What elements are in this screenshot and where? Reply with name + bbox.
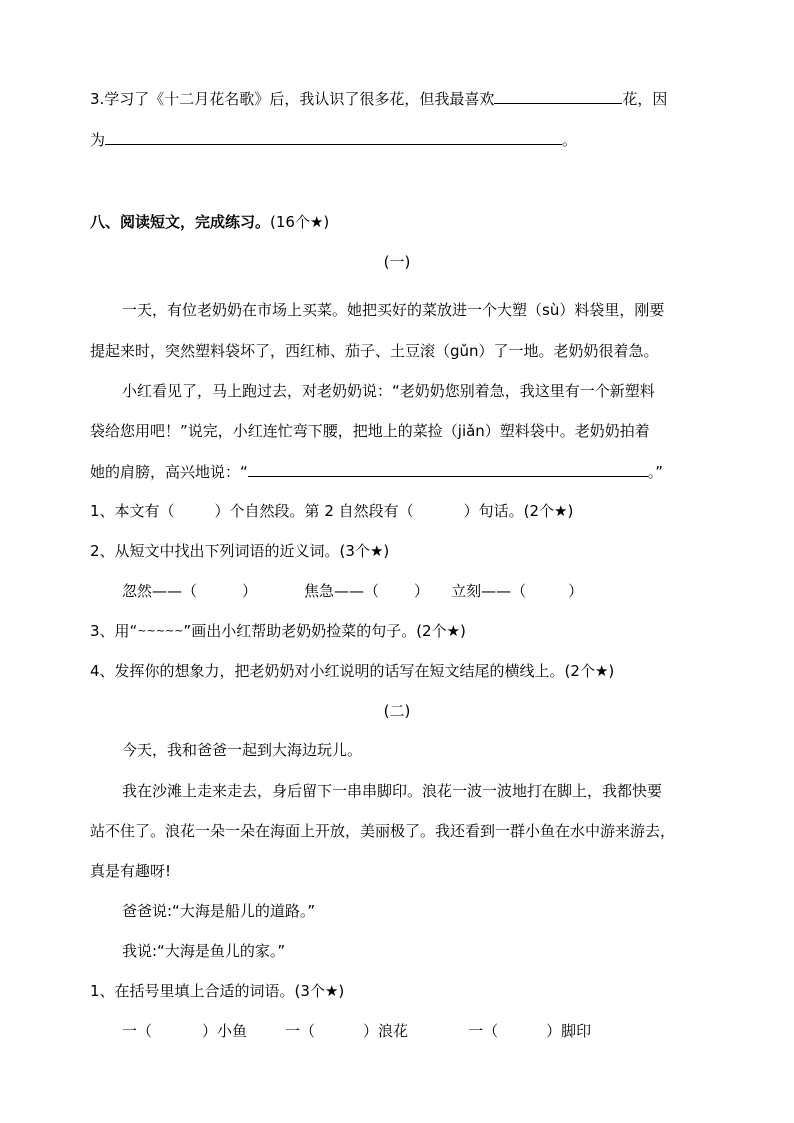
q3-line1 xyxy=(90,88,667,109)
p1-question-3 xyxy=(90,621,466,641)
measure-3-b: ）脚印 xyxy=(546,1022,592,1040)
passage2-para1: 今天，我和爸爸一起到大海边玩儿。 xyxy=(122,741,363,759)
grandma-said: 她的肩膀，高兴地说：“ xyxy=(90,463,248,481)
passage1-para2-line2: 袋给您用吧！”说完，小红连忙弯下腰，把地上的菜捡（jiǎn）塑料袋中。老奶奶拍着 xyxy=(90,422,650,440)
measure-3-a: 一（ xyxy=(468,1022,499,1040)
synonym-word-2: 焦急——（ xyxy=(304,582,380,600)
paren-2: ） xyxy=(414,582,430,600)
q3-text-a: 3、用“ xyxy=(90,622,138,640)
paren-1: ） xyxy=(242,582,258,600)
measure-word-row xyxy=(122,1021,591,1041)
section-score: (16个★) xyxy=(270,213,330,231)
q3-reason-label: 为 xyxy=(90,131,106,149)
p1-question-1 xyxy=(90,501,573,521)
reason-blank[interactable] xyxy=(105,129,562,145)
passage2-title: (二) xyxy=(383,702,411,720)
passage1-title: (一) xyxy=(383,253,411,271)
measure-2-a: 一（ xyxy=(285,1022,316,1040)
paren-3: ） xyxy=(568,582,584,600)
section-heading xyxy=(90,212,329,232)
passage2-para2-line1: 我在沙滩上走来走去，身后留下一串串脚印。浪花一波一波地打在脚上，我都快要 xyxy=(122,782,663,800)
wavy-line-symbol: ~~~~~ xyxy=(137,624,184,637)
q1-text-b: ）个自然段。第 2 自然段有（ xyxy=(214,502,414,520)
p1-question-2: 2、从短文中找出下列词语的近义词。(3个★) xyxy=(90,542,390,560)
p1-question-4: 4、发挥你的想象力，把老奶奶对小红说明的话写在短文结尾的横线上。(2个★) xyxy=(90,662,615,680)
p2-question-1: 1、在括号里填上合适的词语。(3个★) xyxy=(90,982,345,1000)
passage1-para2-line3 xyxy=(90,461,663,482)
q3-text-end: 花，因 xyxy=(622,90,668,108)
passage2-para4: 我说:“大海是鱼儿的家。” xyxy=(122,942,286,960)
passage2-para2-line2: 站不住了。浪花一朵一朵在海面上开放，美丽极了。我还看到一群小鱼在水中游来游去， xyxy=(90,822,676,840)
grandma-words-blank[interactable] xyxy=(248,461,648,477)
section-title: 八、阅读短文，完成练习。 xyxy=(90,213,271,231)
passage1-para1-line2: 提起来时，突然塑料袋坏了，西红柿、茄子、土豆滚（gǔn）了一地。老奶奶很着急。 xyxy=(90,342,659,360)
passage2-para2-line3: 真是有趣呀! xyxy=(90,862,172,880)
passage1-para2-line1: 小红看见了，马上跑过去，对老奶奶说：“老奶奶您别着急，我这里有一个新塑料 xyxy=(122,382,655,400)
passage1-para1-line1: 一天，有位老奶奶在市场上买菜。她把买好的菜放进一个大塑（sù）料袋里，刚要 xyxy=(122,301,665,319)
q1-text-a: 1、本文有（ xyxy=(90,502,175,520)
passage2-para3: 爸爸说:“大海是船儿的道路。” xyxy=(122,902,316,920)
q3-text-b: ”画出小红帮助老奶奶捡菜的句子。(2个★) xyxy=(183,622,466,640)
q3-line2 xyxy=(90,129,577,150)
closing-quote: 。” xyxy=(647,463,664,481)
measure-2-b: ）浪花 xyxy=(363,1022,409,1040)
measure-1-b: ）小鱼 xyxy=(202,1022,248,1040)
synonym-word-1: 忽然——（ xyxy=(122,582,198,600)
synonym-word-3: 立刻——（ xyxy=(451,582,527,600)
favorite-flower-blank[interactable] xyxy=(494,88,622,104)
q1-text-c: ）句话。(2个★) xyxy=(463,502,574,520)
synonym-row xyxy=(122,581,583,601)
q3-text: 3.学习了《十二月花名歌》后，我认识了很多花，但我最喜欢 xyxy=(90,90,495,108)
measure-1-a: 一（ xyxy=(122,1022,153,1040)
q3-period: 。 xyxy=(562,131,578,149)
